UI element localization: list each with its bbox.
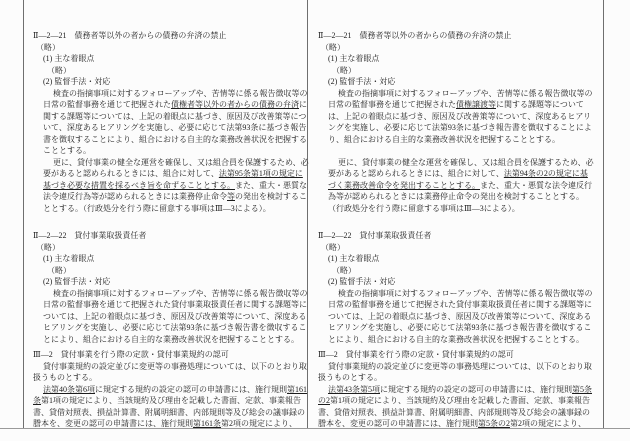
text-segment: ととする。（行政処分を行う際に留意する事項はⅢ—3による）。 xyxy=(43,203,271,213)
underlined-text: 第5条 xyxy=(572,384,592,394)
text-line xyxy=(318,65,602,77)
section xyxy=(33,30,309,214)
text-segment: 第2項の規定により、 xyxy=(510,419,586,428)
text-segment: （略） xyxy=(47,65,71,75)
text-segment: こととする。 xyxy=(43,146,91,155)
text-line xyxy=(33,361,305,373)
text-line xyxy=(318,111,602,123)
text-segment: (1) 主な着眼点 xyxy=(43,54,95,63)
text-segment: 謄本を、変更の認可の申請書には、施行規則 xyxy=(318,419,478,428)
text-line xyxy=(318,384,602,396)
text-segment: は、上記の着眼点に基づき、原因及び改善策等について、深度あるヒアリ xyxy=(328,111,592,121)
underlined-text: づく業務改善命令を発出することとする。 xyxy=(328,180,480,190)
text-segment: 要があると認められるときには、組合に対して、 xyxy=(43,169,219,178)
text-line xyxy=(33,191,305,203)
table-border-left xyxy=(23,0,24,429)
text-line xyxy=(33,407,305,419)
underlined-text: 第161 xyxy=(287,384,307,394)
text-segment: ついては、上記の着眼点に基づき、原因及び改善策等について、深度ある xyxy=(43,311,307,321)
text-line xyxy=(33,122,305,134)
text-segment: に規定する規約の設定の認可の申請書には、施行規則 xyxy=(95,384,287,394)
text-segment: Ⅱ—2—22 貸付事業取扱責任者 xyxy=(33,231,147,240)
text-segment: 第2項の規定により、 xyxy=(221,419,297,428)
text-segment: ングを実施し、必要に応じて法第93条に基づき報告書を徴収することによ xyxy=(328,123,592,132)
text-segment: 書、貸借対照表、損益計算書、附属明細書、内部規則等及び総会の議事録の xyxy=(318,407,590,417)
text-segment: (1) 主な着眼点 xyxy=(328,54,380,63)
text-line xyxy=(318,134,602,146)
text-segment: （略） xyxy=(332,265,356,275)
text-line xyxy=(318,76,602,88)
text-line xyxy=(318,372,602,384)
text-segment: 日常の監督事務を通じて把握された貸付事業取扱責任者に関する課題等に xyxy=(43,300,307,309)
underlined-text: の2 xyxy=(318,396,330,405)
section-heading xyxy=(33,349,305,361)
text-segment: （略） xyxy=(321,42,345,52)
text-segment: 法令違反行為等が認められるときには業務停止命令 xyxy=(43,192,227,201)
text-line xyxy=(33,276,305,288)
text-line xyxy=(318,88,602,100)
text-line xyxy=(33,288,308,300)
text-segment: 日常の監督事務を通じて把握された xyxy=(43,100,171,109)
text-segment: 日常の監督事務を通じて把握された xyxy=(328,100,456,109)
text-segment: 貸付事業規約の設定並びに変更等の事務処理については、以下のとおり取 xyxy=(328,361,592,371)
text-line xyxy=(318,322,602,334)
text-segment: Ⅲ—2 貸付事業を行う際の定款・貸付事業規約の認可 xyxy=(318,350,514,359)
underlined-text: 第5条の2 xyxy=(478,419,510,428)
text-segment: 書を徴収することにより、組合における自主的な業務改善状況を把握する xyxy=(43,134,307,144)
underlined-text: 等 xyxy=(227,192,235,201)
table-border-center xyxy=(307,0,308,429)
underlined-text: 法第94条の2の規定に基 xyxy=(503,169,588,178)
text-segment: 第1項の規定により、当該規約及び理由を記載した書面、定款、事業報告 xyxy=(41,396,301,405)
underlined-text: 債権譲渡等 xyxy=(456,100,496,109)
text-segment: 検査の指摘事項に対するフォローアップや、苦情等に係る報告徴収等の xyxy=(53,88,308,98)
text-line xyxy=(318,242,602,254)
section-heading xyxy=(33,30,305,42)
text-line xyxy=(33,322,305,334)
text-line xyxy=(33,253,305,265)
text-segment: の発出を検討するこ xyxy=(235,192,307,201)
text-segment: （略） xyxy=(321,242,345,252)
text-segment: ついては、上記の着眼点に基づき、原因及び改善策等について、深度ある xyxy=(328,311,592,321)
text-line xyxy=(318,361,602,373)
underlined-text: 条 xyxy=(33,396,41,405)
text-line xyxy=(33,168,305,180)
text-segment: また、重大・悪質な法令違反行 xyxy=(480,180,592,190)
text-line xyxy=(318,407,602,419)
section xyxy=(318,230,602,345)
text-line xyxy=(318,265,602,277)
text-line xyxy=(318,299,602,311)
text-segment: ヒアリングを実施し、必要に応じて法第93条に基づき報告書を徴収するこ xyxy=(43,323,307,332)
text-line xyxy=(318,311,602,323)
text-line xyxy=(318,334,602,346)
text-segment: 要があると認められるときには、組合に対して、 xyxy=(328,169,504,178)
text-segment: （行政処分を行う際に留意する事項はⅢ—3による）。 xyxy=(328,203,520,213)
text-line xyxy=(318,253,602,265)
text-line xyxy=(33,395,305,407)
text-segment: 関する課題等については、上記の着眼点に基づき、原因及び改善策等につ xyxy=(43,111,307,121)
text-line xyxy=(33,42,305,54)
text-line xyxy=(318,168,602,180)
section-heading xyxy=(318,30,602,42)
text-segment: (1) 主な着眼点 xyxy=(43,254,95,263)
underlined-text: 債権者等以外の者からの債務の弁済 xyxy=(171,100,299,109)
text-segment: とにより、組合における自主的な業務改善状況を把握することとする。 xyxy=(43,334,299,344)
section xyxy=(318,30,602,214)
underlined-text: 第161条 xyxy=(193,419,221,428)
text-line xyxy=(33,99,305,111)
text-segment: (1) 主な着眼点 xyxy=(328,254,380,263)
text-line xyxy=(318,191,602,203)
text-line xyxy=(318,145,602,157)
text-segment: 検査の指摘事項に対するフォローアップや、苦情等に係る報告徴収等の xyxy=(53,288,308,298)
left-column xyxy=(33,30,309,430)
text-segment: Ⅱ—2—21 債務者等以外の者からの債務の弁済の禁止 xyxy=(33,31,227,40)
text-line xyxy=(318,42,602,54)
section xyxy=(33,349,305,430)
text-line xyxy=(33,418,305,430)
text-segment: Ⅱ—2—22 貸付事業取扱責任者 xyxy=(318,231,432,240)
text-line xyxy=(33,76,305,88)
text-segment: (2) 監督手法・対応 xyxy=(43,77,111,86)
text-segment: とにより、組合における自主的な業務改善状況を把握することとする。 xyxy=(328,334,584,344)
section xyxy=(318,349,602,430)
section-heading xyxy=(318,230,602,242)
text-line xyxy=(33,299,305,311)
text-line xyxy=(33,53,305,65)
text-segment: （略） xyxy=(36,242,60,252)
text-segment: (2) 監督手法・対応 xyxy=(328,277,396,286)
text-line xyxy=(318,395,602,407)
text-segment: に関する課題等について xyxy=(496,100,584,109)
text-line xyxy=(318,53,602,65)
text-segment: (2) 監督手法・対応 xyxy=(43,277,111,286)
text-line xyxy=(318,276,602,288)
text-segment: 扱うものとする。 xyxy=(33,373,97,382)
right-column xyxy=(318,30,602,430)
text-line xyxy=(33,134,305,146)
underlined-text: 基づき必要な措置を採るべき旨を命ずることとする。 xyxy=(43,180,235,190)
text-segment: Ⅱ—2—21 債務者等以外の者からの債務の弁済の禁止 xyxy=(318,31,512,40)
text-line xyxy=(33,265,305,277)
section xyxy=(33,230,308,345)
text-line xyxy=(33,372,305,384)
text-line xyxy=(318,99,602,111)
text-line xyxy=(318,157,602,169)
text-segment: 更に、貸付事業の健全な運営を確保し、又は組合員を保護するため、必 xyxy=(338,157,594,167)
text-segment: に規定する規約の設定の認可の申請書には、施行規則 xyxy=(380,384,572,394)
text-segment: また、重大・悪質な xyxy=(235,180,307,190)
text-segment: 検査の指摘事項に対するフォローアップや、苦情等に係る報告徴収等の xyxy=(338,288,593,298)
text-segment: 検査の指摘事項に対するフォローアップや、苦情等に係る報告徴収等の xyxy=(338,88,593,98)
text-line xyxy=(33,311,305,323)
text-line xyxy=(33,65,305,77)
text-segment: 第1項の規定により、当該規約及び理由を記載した書面、定款、事業報告 xyxy=(330,396,590,405)
text-line xyxy=(33,111,305,123)
section-heading xyxy=(33,230,305,242)
text-line xyxy=(33,334,305,346)
text-line xyxy=(318,203,602,215)
text-segment: 日常の監督事務を通じて把握された貸付事業取扱責任者に関する課題等に xyxy=(328,300,592,309)
text-line xyxy=(33,384,305,396)
text-line xyxy=(33,242,305,254)
table-border-right xyxy=(603,0,604,429)
text-segment: （略） xyxy=(36,42,60,52)
text-line xyxy=(318,288,602,300)
text-segment: （略） xyxy=(47,265,71,275)
text-segment: 書、貸借対照表、損益計算書、附属明細書、内部規則等及び総会の議事録の xyxy=(33,407,305,417)
text-line xyxy=(33,180,305,192)
text-line xyxy=(33,145,305,157)
text-segment: に xyxy=(299,100,307,109)
text-segment: （略） xyxy=(332,65,356,75)
text-segment: 貸付事業規約の設定並びに変更等の事務処理については、以下のとおり取 xyxy=(43,361,307,371)
text-segment: り、組合における自主的な業務改善状況を把握することとする。 xyxy=(328,134,560,144)
text-line xyxy=(33,88,308,100)
section-heading xyxy=(318,349,602,361)
underlined-text: 法第40条第6項 xyxy=(43,384,95,394)
text-segment: いて、深度あるヒアリングを実施し、必要に応じて法第93条に基づき報告 xyxy=(43,123,307,132)
text-segment: 更に、貸付事業の健全な運営を確保し、又は組合員を保護するため、必 xyxy=(53,157,309,167)
text-segment: 謄本を、変更の認可の申請書には、施行規則 xyxy=(33,419,193,428)
text-line xyxy=(318,122,602,134)
text-segment: 為等が認められるときには業務停止命令の発出を検討することとする。 xyxy=(328,192,584,201)
text-segment: ヒアリングを実施し、必要に応じて法第93条に基づき報告書を徴収するこ xyxy=(328,323,592,332)
text-line xyxy=(33,157,309,169)
underlined-text: 法第43条第5項 xyxy=(328,384,380,394)
text-segment: (2) 監督手法・対応 xyxy=(328,77,396,86)
text-line xyxy=(33,203,305,215)
text-segment: 扱うものとする。 xyxy=(318,373,382,382)
text-line xyxy=(318,180,602,192)
underlined-text: 法第95条第1項の規定に xyxy=(218,169,303,178)
text-line xyxy=(318,418,602,430)
text-segment: Ⅲ—2 貸付事業を行う際の定款・貸付事業規約の認可 xyxy=(33,350,229,359)
